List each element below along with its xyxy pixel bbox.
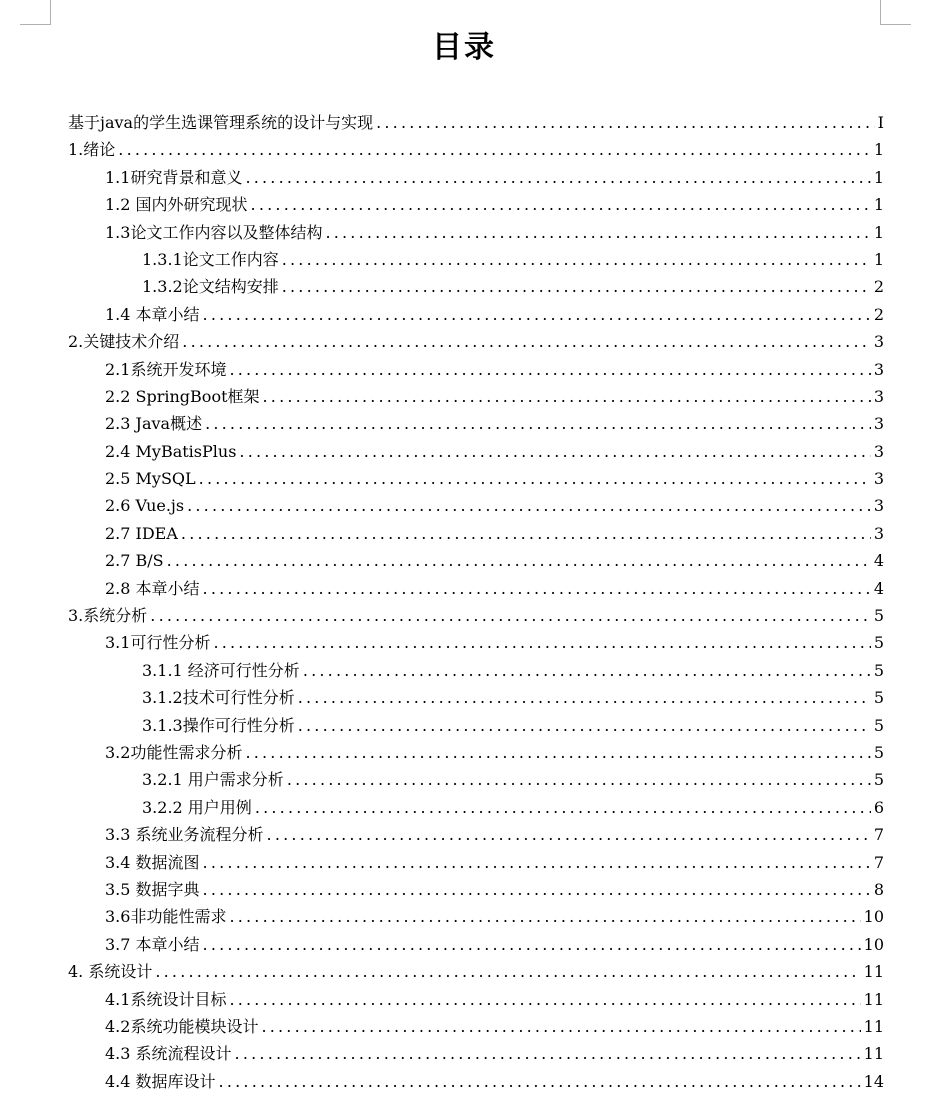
toc-page-number: I bbox=[877, 113, 884, 132]
toc-dot-leader bbox=[219, 1068, 861, 1095]
toc-entry[interactable] bbox=[68, 328, 884, 355]
toc-dot-leader bbox=[203, 575, 871, 602]
toc-entry-label: 3.7 本章小结 bbox=[105, 934, 200, 954]
toc-dot-leader bbox=[203, 301, 871, 328]
toc-entry[interactable] bbox=[68, 301, 884, 328]
toc-entry-label: 4.4 数据库设计 bbox=[105, 1071, 216, 1091]
toc-entry-label: 基于java的学生选课管理系统的设计与实现 bbox=[68, 113, 374, 132]
toc-entry[interactable] bbox=[68, 657, 884, 684]
toc-dot-leader bbox=[251, 191, 871, 218]
toc-entry[interactable] bbox=[68, 903, 884, 930]
toc-entry[interactable] bbox=[68, 520, 884, 547]
toc-entry[interactable] bbox=[68, 438, 884, 465]
toc-dot-leader bbox=[325, 219, 870, 246]
toc-entry-label: 3.1.2技术可行性分析 bbox=[142, 688, 295, 708]
toc-entry-label: 3.2.1 用户需求分析 bbox=[142, 770, 284, 790]
toc-dot-leader bbox=[267, 821, 871, 848]
toc-entry[interactable] bbox=[68, 849, 884, 876]
toc-entry[interactable] bbox=[68, 246, 884, 273]
toc-entry-label: 3.4 数据流图 bbox=[105, 852, 200, 872]
toc-entry-label: 2.2 SpringBoot框架 bbox=[105, 386, 260, 406]
toc-entry-label: 3.2功能性需求分析 bbox=[105, 742, 243, 762]
toc-dot-leader bbox=[229, 986, 860, 1013]
toc-dot-leader bbox=[298, 712, 871, 739]
toc-page-number: 8 bbox=[873, 879, 884, 899]
toc-entry-label: 1.1研究背景和意义 bbox=[105, 167, 243, 187]
toc-entry[interactable] bbox=[68, 356, 884, 383]
toc-entry[interactable] bbox=[68, 766, 884, 793]
toc-page-number: 10 bbox=[863, 907, 884, 927]
toc-dot-leader bbox=[287, 766, 871, 793]
toc-page-number: 1 bbox=[873, 222, 884, 242]
toc-entry[interactable] bbox=[68, 931, 884, 958]
toc-entry[interactable] bbox=[68, 575, 884, 602]
toc-entry[interactable] bbox=[68, 492, 884, 519]
toc-entry-label: 2.1系统开发环境 bbox=[105, 359, 227, 379]
toc-dot-leader bbox=[261, 1013, 860, 1040]
toc-dot-leader bbox=[150, 602, 871, 629]
toc-dot-leader bbox=[245, 739, 870, 766]
toc-dot-leader bbox=[203, 876, 871, 903]
toc-page-number: 5 bbox=[873, 606, 884, 626]
toc-page-number: 5 bbox=[873, 770, 884, 790]
toc-entry-label: 3.1可行性分析 bbox=[105, 633, 211, 653]
toc-page-number: 3 bbox=[873, 496, 884, 516]
toc-entry-label: 3.2.2 用户用例 bbox=[142, 797, 252, 817]
page-title: 目录 bbox=[432, 30, 496, 65]
toc-dot-leader bbox=[245, 164, 870, 191]
toc-page-number: 5 bbox=[873, 660, 884, 680]
toc-dot-leader bbox=[167, 547, 871, 574]
toc-entry-label: 3.6非功能性需求 bbox=[105, 907, 227, 927]
toc-dot-leader bbox=[282, 246, 871, 273]
toc-entry[interactable] bbox=[68, 136, 884, 163]
toc-entry[interactable] bbox=[68, 383, 884, 410]
toc-entry-label: 1.3论文工作内容以及整体结构 bbox=[105, 222, 323, 242]
toc-page-number: 1 bbox=[873, 249, 884, 269]
toc-entry-label: 2.6 Vue.js bbox=[105, 496, 185, 516]
toc-page-number: 10 bbox=[863, 934, 884, 954]
toc-page-number: 3 bbox=[873, 523, 884, 543]
toc-dot-leader bbox=[155, 958, 860, 985]
toc-entry-label: 2.3 Java概述 bbox=[105, 414, 203, 434]
toc-entry-label: 1.2 国内外研究现状 bbox=[105, 195, 248, 215]
toc-dot-leader bbox=[282, 273, 871, 300]
toc-page-number: 4 bbox=[873, 578, 884, 598]
toc-page-number: 3 bbox=[873, 414, 884, 434]
toc-page-number: 3 bbox=[873, 386, 884, 406]
toc-entry[interactable] bbox=[68, 958, 884, 985]
toc-entry-label: 2.4 MyBatisPlus bbox=[105, 441, 237, 461]
toc-entry[interactable] bbox=[68, 164, 884, 191]
toc-entry-label: 3.系统分析 bbox=[68, 606, 148, 626]
toc-dot-leader bbox=[181, 520, 871, 547]
toc-page-number: 3 bbox=[873, 332, 884, 352]
toc-dot-leader bbox=[229, 903, 860, 930]
toc-page-number: 5 bbox=[873, 715, 884, 735]
toc-entry[interactable] bbox=[68, 986, 884, 1013]
toc-entry-label: 3.1.3操作可行性分析 bbox=[142, 715, 295, 735]
toc-page-number: 1 bbox=[873, 140, 884, 160]
toc-dot-leader bbox=[118, 136, 871, 163]
toc-dot-leader bbox=[213, 629, 870, 656]
toc-dot-leader bbox=[205, 410, 871, 437]
toc-entry-label: 3.3 系统业务流程分析 bbox=[105, 825, 264, 845]
toc-dot-leader bbox=[298, 684, 871, 711]
table-of-contents bbox=[68, 109, 884, 1095]
toc-dot-leader bbox=[235, 1040, 861, 1067]
toc-page-number: 2 bbox=[873, 277, 884, 297]
toc-dot-leader bbox=[376, 109, 875, 136]
toc-entry[interactable] bbox=[68, 712, 884, 739]
toc-entry-label: 4.2系统功能模块设计 bbox=[105, 1016, 259, 1036]
toc-page-number: 3 bbox=[873, 359, 884, 379]
toc-entry[interactable] bbox=[68, 465, 884, 492]
toc-entry-label: 4.1系统设计目标 bbox=[105, 989, 227, 1009]
toc-entry[interactable] bbox=[68, 629, 884, 656]
toc-page-number: 11 bbox=[863, 1016, 884, 1036]
toc-page-number: 11 bbox=[863, 1044, 884, 1064]
toc-entry-label: 4.3 系统流程设计 bbox=[105, 1044, 232, 1064]
toc-entry[interactable] bbox=[68, 410, 884, 437]
toc-dot-leader bbox=[182, 328, 871, 355]
toc-dot-leader bbox=[229, 356, 870, 383]
toc-dot-leader bbox=[187, 492, 871, 519]
toc-page-number: 5 bbox=[873, 742, 884, 762]
toc-page-number: 6 bbox=[873, 797, 884, 817]
toc-dot-leader bbox=[203, 849, 871, 876]
toc-entry-label: 1.4 本章小结 bbox=[105, 304, 200, 324]
toc-entry[interactable] bbox=[68, 684, 884, 711]
toc-dot-leader bbox=[203, 931, 861, 958]
toc-entry-label: 1.绪论 bbox=[68, 140, 116, 160]
toc-entry[interactable] bbox=[68, 109, 884, 136]
toc-page-number: 11 bbox=[863, 962, 884, 982]
toc-dot-leader bbox=[239, 438, 870, 465]
toc-entry-label: 2.关键技术介绍 bbox=[68, 332, 180, 352]
toc-entry-label: 2.7 IDEA bbox=[105, 523, 178, 543]
toc-page-number: 1 bbox=[873, 167, 884, 187]
toc-page-number: 3 bbox=[873, 469, 884, 489]
toc-page-number: 7 bbox=[873, 852, 884, 872]
toc-entry[interactable] bbox=[68, 219, 884, 246]
toc-entry-label: 1.3.2论文结构安排 bbox=[142, 277, 279, 297]
toc-entry-label: 2.8 本章小结 bbox=[105, 578, 200, 598]
toc-page-number: 5 bbox=[873, 688, 884, 708]
toc-entry[interactable] bbox=[68, 547, 884, 574]
toc-dot-leader bbox=[199, 465, 871, 492]
toc-entry-label: 4. 系统设计 bbox=[68, 962, 153, 982]
toc-page-number: 3 bbox=[873, 441, 884, 461]
toc-dot-leader bbox=[303, 657, 871, 684]
toc-page-number: 4 bbox=[873, 551, 884, 571]
toc-entry-label: 2.7 B/S bbox=[105, 551, 164, 571]
toc-entry-label: 3.5 数据字典 bbox=[105, 879, 200, 899]
toc-entry[interactable] bbox=[68, 191, 884, 218]
toc-entry-label: 3.1.1 经济可行性分析 bbox=[142, 660, 300, 680]
toc-entry[interactable] bbox=[68, 1040, 884, 1067]
toc-entry[interactable] bbox=[68, 273, 884, 300]
toc-page-number: 14 bbox=[863, 1071, 884, 1091]
toc-entry[interactable] bbox=[68, 821, 884, 848]
toc-page-number: 11 bbox=[863, 989, 884, 1009]
toc-entry-label: 1.3.1论文工作内容 bbox=[142, 249, 279, 269]
toc-page-number: 5 bbox=[873, 633, 884, 653]
toc-entry[interactable] bbox=[68, 876, 884, 903]
toc-entry[interactable] bbox=[68, 1013, 884, 1040]
toc-entry-label: 2.5 MySQL bbox=[105, 469, 196, 489]
toc-page-number: 2 bbox=[873, 304, 884, 324]
toc-entry[interactable] bbox=[68, 602, 884, 629]
toc-dot-leader bbox=[255, 794, 871, 821]
toc-page-number: 7 bbox=[873, 825, 884, 845]
toc-entry[interactable] bbox=[68, 794, 884, 821]
toc-dot-leader bbox=[263, 383, 871, 410]
toc-page-number: 1 bbox=[873, 195, 884, 215]
toc-entry[interactable] bbox=[68, 739, 884, 766]
toc-entry[interactable] bbox=[68, 1068, 884, 1095]
